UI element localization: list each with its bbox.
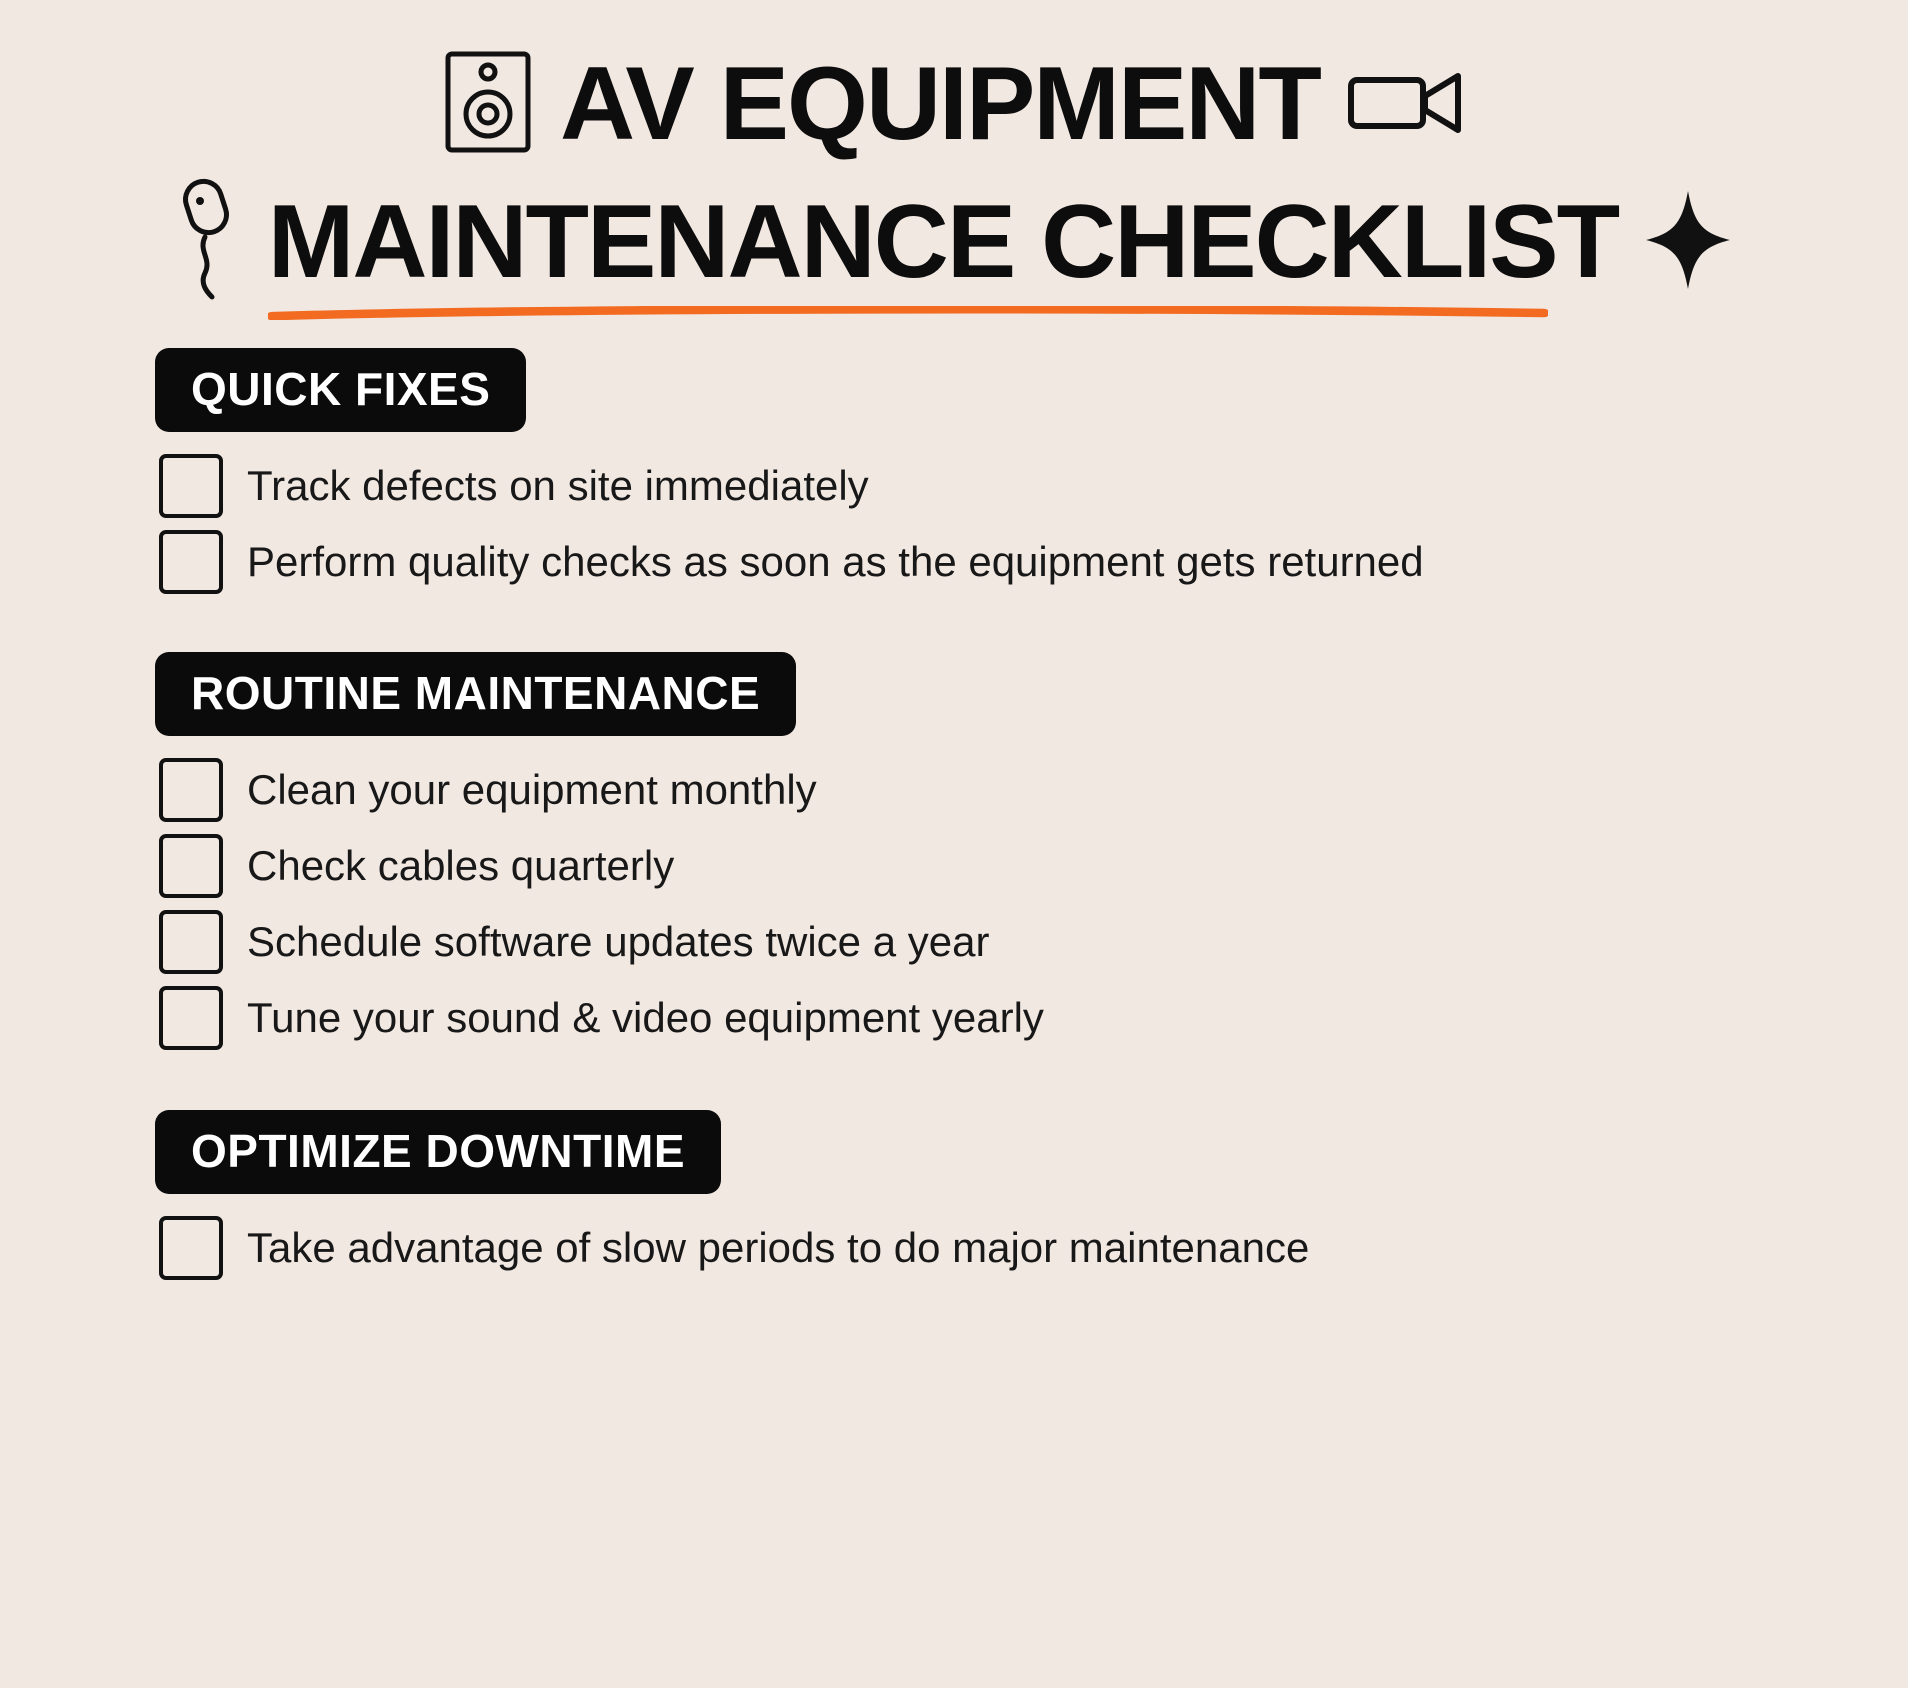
checkbox[interactable] xyxy=(159,454,223,518)
list-item[interactable] xyxy=(159,986,1908,1050)
title-underline-wrap xyxy=(0,304,1908,330)
section-heading: OPTIMIZE DOWNTIME xyxy=(155,1110,721,1194)
speaker-icon xyxy=(442,48,534,161)
section-quick-fixes xyxy=(155,348,1908,594)
section-optimize-downtime xyxy=(155,1110,1908,1280)
list-item[interactable] xyxy=(159,758,1908,822)
list-item[interactable] xyxy=(159,834,1908,898)
list-item[interactable] xyxy=(159,1216,1908,1280)
list-item-label: Tune your sound & video equipment yearly xyxy=(247,993,1044,1041)
list-item[interactable] xyxy=(159,454,1908,518)
list-item[interactable] xyxy=(159,910,1908,974)
checkbox[interactable] xyxy=(159,758,223,822)
section-items xyxy=(155,454,1908,594)
list-item-label: Schedule software updates twice a year xyxy=(247,917,990,965)
title-underline xyxy=(268,306,1548,320)
video-camera-icon xyxy=(1346,64,1466,145)
spacer xyxy=(155,1062,1908,1110)
section-items xyxy=(155,1216,1908,1280)
checkbox[interactable] xyxy=(159,986,223,1050)
list-item[interactable] xyxy=(159,530,1908,594)
list-item-label: Perform quality checks as soon as the equipment gets returned xyxy=(247,537,1424,585)
list-item-label: Take advantage of slow periods to do major maintenance xyxy=(247,1223,1310,1271)
title-row-one xyxy=(0,45,1908,162)
checkbox[interactable] xyxy=(159,910,223,974)
spacer xyxy=(155,606,1908,652)
sparkle-icon xyxy=(1640,185,1736,300)
section-items xyxy=(155,758,1908,1050)
title-block xyxy=(0,0,1908,330)
checkbox[interactable] xyxy=(159,834,223,898)
list-item-label: Check cables quarterly xyxy=(247,841,675,889)
list-item-label: Track defects on site immediately xyxy=(247,461,869,509)
title-row-two xyxy=(0,175,1908,310)
microphone-icon xyxy=(172,175,246,310)
list-item-label: Clean your equipment monthly xyxy=(247,765,817,813)
checklist-content xyxy=(0,330,1908,1280)
checkbox[interactable] xyxy=(159,530,223,594)
section-heading: QUICK FIXES xyxy=(155,348,526,432)
page-title-line-2: MAINTENANCE CHECKLIST xyxy=(267,183,1619,300)
section-heading: ROUTINE MAINTENANCE xyxy=(155,652,796,736)
page-title-line-1: AV EQUIPMENT xyxy=(560,45,1320,162)
checkbox[interactable] xyxy=(159,1216,223,1280)
section-routine-maintenance xyxy=(155,652,1908,1050)
